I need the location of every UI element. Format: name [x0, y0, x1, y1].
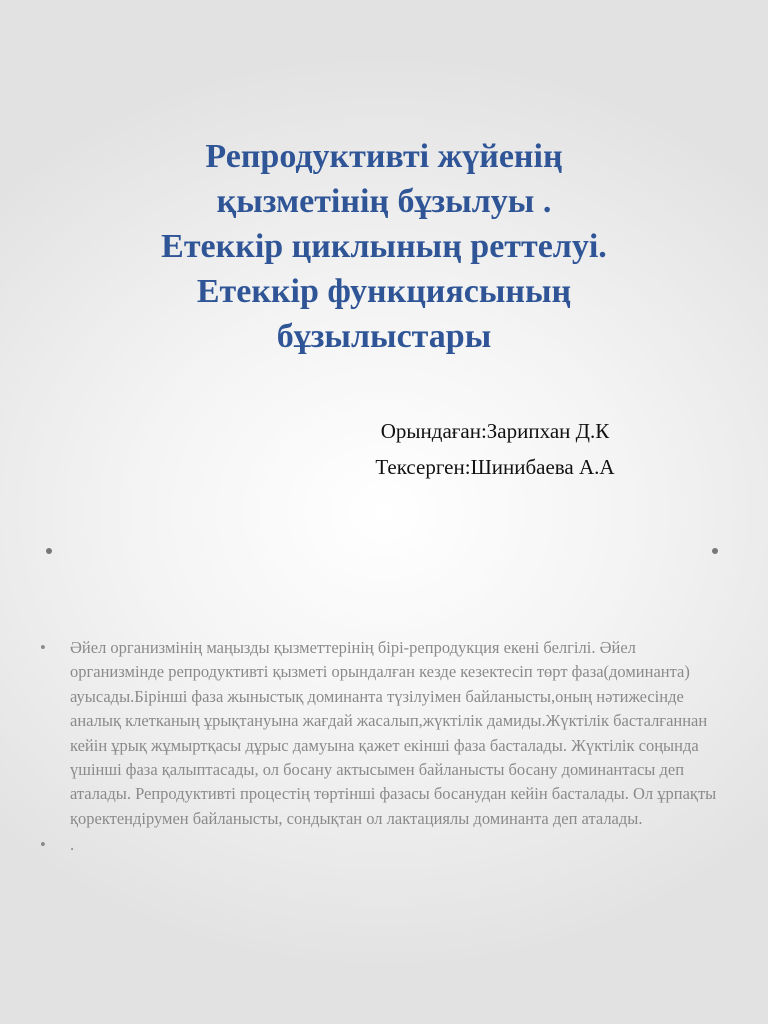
checked-by-text: Тексерген:Шинибаева А.А: [375, 455, 615, 479]
title-line: қызметінің бұзылуы .: [216, 183, 552, 220]
paragraph-text: Әйел организмінің маңызды қызметтерінің бірі-репродукция екені белгілі. Әйел организмінде репродуктивті қызметі орындалған кезде кезектесіп төрт фаза(доминанта) ауысады.Бірінші фаза жыныстық доминанта түзілуімен байланысты,оның нәтижесінде аналық клетканың ұрықтануына жағдай жасалып,жүктілік дамиды.Жүктілік басталғаннан кейін ұрық жұмыртқасы дұрыс дамуына қажет екінші фаза басталады. Жүктілік соңында үшінші фаза қалыптасады, ол босану актысымен байланысты босану доминантасы деп аталады. Репродуктивті процестің төртінші фазасы босанудан кейін басталады. Ол ұрпақты қоректендірумен байланысты, сондықтан ол лактациялы доминанта деп аталады.: [70, 638, 717, 828]
title-line: Етеккір функциясының: [196, 273, 572, 310]
title-line: бұзылыстары: [276, 318, 492, 355]
bullet-icon: •: [40, 638, 46, 657]
performed-by-text: Орындаған:Зарипхан Д.К: [380, 419, 610, 443]
bullet-icon: •: [40, 835, 46, 855]
bullet-list: [40, 636, 730, 858]
list-item: [40, 636, 730, 831]
title-line: Репродуктивті жүйенің: [205, 138, 563, 175]
slide-title: [60, 134, 708, 359]
title-line: Етеккір циклының реттелуі.: [161, 228, 607, 265]
item-text: .: [70, 835, 75, 855]
author-block: [330, 413, 660, 485]
list-item: [40, 833, 730, 857]
